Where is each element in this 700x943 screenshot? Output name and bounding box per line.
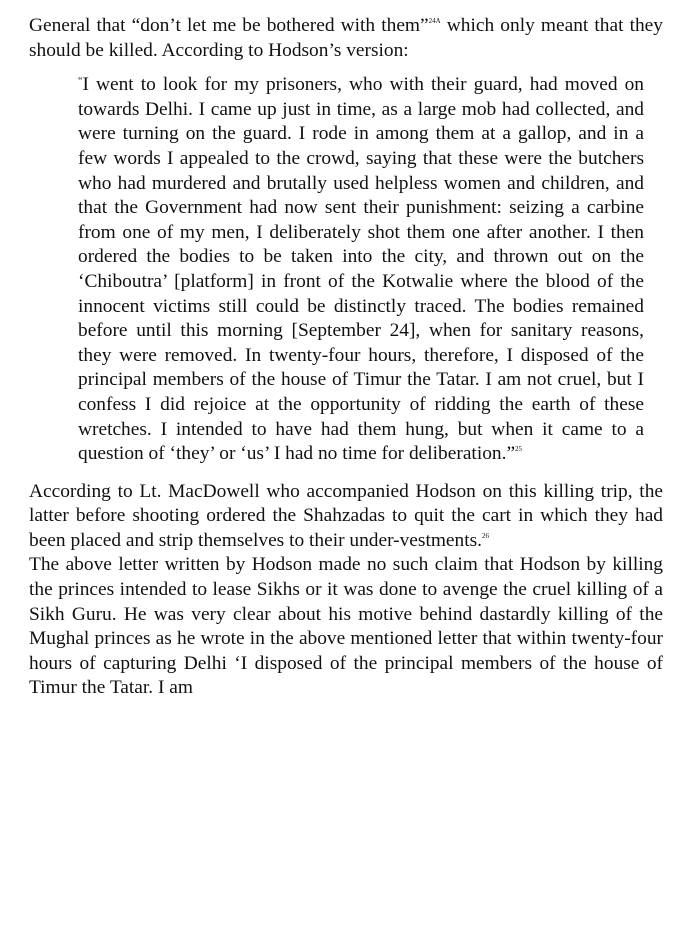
block-quote-text: I went to look for my prisoners, who with their guard, had moved on towards Delhi. I came up just in time, as a large mob had collected, and were turning on the guard. I rode in among them at a gallop, and in a few words I appealed to the crowd, saying that these were the butchers who had murdered and brutally used helpless women and children, and that the Government had now sent their punishment: seizing a carbine from one of my men, I deliberately shot them one after another. I then ordered the bodies to be taken into the city, and thrown out on the ‘Chiboutra’ [platform] in front of the Kotwalie where the blood of the innocent victims still could be distinctly traced. The bodies remained before until this morning [September 24], when for sanitary reasons, they were removed. In twenty-four hours, therefore, I disposed of the principal members of the house of Timur the Tatar. I am not cruel, but I confess I did rejoice at the opportunity of ridding the earth of these wretches. I intended to have had them hung, but when it came to a question of ‘they’ or ‘us’ I had no time for deliberation.” <box>78 74 644 465</box>
footnote-marker-26[interactable]: 26 <box>482 531 490 540</box>
footnote-marker-25[interactable]: 25 <box>515 445 523 454</box>
paragraph-intro-text-a: General that “don’t let me be bothered with them” <box>29 15 429 36</box>
block-quote <box>78 73 644 467</box>
paragraph-macdowell <box>29 480 663 554</box>
paragraph-analysis <box>29 553 663 701</box>
paragraph-intro <box>29 14 663 63</box>
quote-open-mark: “ <box>78 76 83 88</box>
document-page <box>29 14 663 701</box>
paragraph-analysis-text: The above letter written by Hodson made no such claim that Hodson by killing the princes intended to lease Sikhs or it was done to avenge the cruel killing of a Sikh Guru. He was very clear about his motive behind dastardly killing of the Mughal princes as he wrote in the above mentioned letter that within twenty-four hours of capturing Delhi ‘I disposed of the principal members of the house of Timur the Tatar. I am <box>29 554 663 699</box>
footnote-marker-24a[interactable]: 24A <box>428 17 441 25</box>
paragraph-macdowell-text: According to Lt. MacDowell who accompanied Hodson on this killing trip, the latter before shooting ordered the Shahzadas to quit the cart in which they had been placed and strip themselves to their under-vestments. <box>29 480 663 551</box>
paragraph-intro-text-b: which only meant that they should be killed. According to Hodson’s version: <box>29 15 663 61</box>
